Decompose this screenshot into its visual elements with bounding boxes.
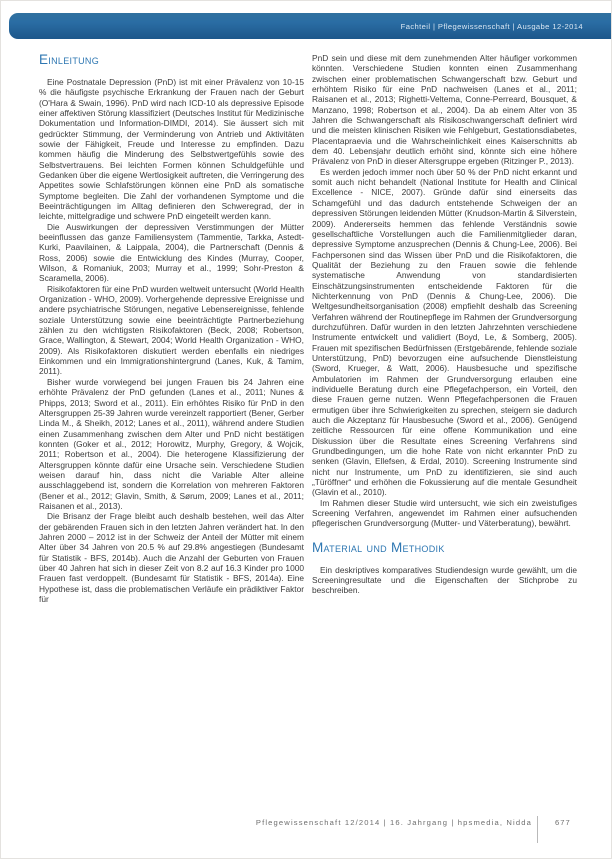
page-header-bar <box>9 13 611 39</box>
column-left <box>39 53 304 604</box>
journal-header-text: Fachteil | Pflegewissenschaft | Ausgabe 12-2014 <box>400 21 583 31</box>
article-body <box>1 53 611 604</box>
paragraph: Ein deskriptives komparatives Studiendesign wurde gewählt, um die Screeningresultate und die Eigenschaften der Stichprobe zu beschreiben. <box>312 564 577 596</box>
section-heading-material-und-methodik: Material und Methodik <box>312 539 445 555</box>
footer-divider <box>537 816 538 843</box>
paragraph: Bisher wurde vorwiegend bei jungen Frauen bis 24 Jahren eine erhöhte Prävalenz der PnD gefunden (Lanes et al., 2011; Nunes & Phipps, 2013; Sword et al., 2011). Ein erhöhtes Risiko für PnD in den Altersgruppen 25-39 Jahren wurde vereinzelt rapportiert (Bener, Gerber Linda M., & Sheikh, 2012; Lanes et al., 2011), während andere Studien einen Zusammenhang zwischen dem Alter und PnD nicht bestätigen konnten (Goker et al., 2012; Horowitz, Murphy, Gregory, & Wojcik, 2011; Robertson et al., 2004). Die heterogene Klassifizierung der Altersgruppen könnte dafür eine Ursache sein. Verschiedene Studien weisen darauf hin, dass nicht die Variable Alter alleine ausschlaggebend ist, sondern die Korrelation von mehreren Faktoren (Bener et al., 2012; Glavin, Smith, & Sørum, 2009; Lanes et al., 2011; Raisanen et al., 2013). <box>39 376 304 511</box>
paragraph: Eine Postnatale Depression (PnD) ist mit einer Prävalenz von 10-15 % die häufigste psychische Erkrankung der Frauen nach der Geburt (O'Hara & Swain, 1996). PnD wird nach ICD-10 als depressive Episode einer affektiven Störung klassifiziert (Deutsches Institut für Medizinische Dokumentation und Information-DIMDI, 2014). Sie äussert sich mit gedrückter Stimmung, der Verminderung von Antrieb und Aktivitäten sowie der Fähigkeit, Freude und Interesse zu empfinden. Dazu kommen häufig die Minderung des Selbstwertgefühls sowie des Selbstvertrauens. Bei leichten Formen können Schuldgefühle und Gedanken über die eigene Wertlosigkeit auftreten, die Verringerung des Appetites sowie Schlafstörungen können eine PnD als somatische Symptome begleiten. Die Zahl der vorhandenen Symptome und die Beeinträchtigungen im Alltag definieren den Schweregrad, der in leichte, mittelgradige und schwere PnD eingeteilt werden kann. <box>39 76 304 222</box>
column-right <box>312 53 577 604</box>
section-heading-einleitung: Einleitung <box>39 52 100 67</box>
page-number: 677 <box>555 818 571 827</box>
page-footer <box>1 810 611 850</box>
paragraph: Es werden jedoch immer noch über 50 % der PnD nicht erkannt und somit auch nicht behandelt (National Institute for Health and Clinical Excellence - NICE, 2007). Gründe dafür sind einerseits das Schamgefühl und das dadurch entstehende Schweigen der an depressiven Störungen leidenden Mütter (Knudson-Martin & Silverstein, 2009). Andererseits hemmen das fehlende Verständnis sowie gesellschaftliche Vorstellungen auch die Familienmitglieder daran, depressive Symptome anzusprechen (Dennis & Chung-Lee, 2006). Bei Fachpersonen sind das Wissen über PnD und die Risikofaktoren, die Qualität der Beziehung zu den Frauen sowie die fehlende systematische Anwendung von standardisierten Einschätzungsinstrumenten entscheidende Faktoren für die Nichterkennung von PnD (Dennis & Chung-Lee, 2006). Die Weltgesundheitsorganisation (2008) empfiehlt deshalb das Screening Verfahren während der Routinepflege im Rahmen der Grundversorgung durchzuführen. Dafür wurden in den letzten Jahrzehnten verschiedene Instrumente entwickelt und validiert (Boyd, Le, & Somberg, 2005). Frauen mit spezifischen Bedürfnissen (Erstgebärende, fehlende soziale Unterstützung, PnD) bevorzugen eine aufsuchende Dienstleistung (Sword, Krueger, & Watt, 2006). Hausbesuche und spezifische Ambulatorien im Rahmen der Grundversorgung erlauben eine individuelle Beratung durch eine Pflegefachperson, ein Vorteil, den diese Frauen gerne nutzen. Wenn Pflegefachpersonen die Frauen ermutigen über ihre Schwierigkeiten zu sprechen, steigern sie dadurch auch die Akzeptanz für Hausbesuche (Sword et al., 2006). Genügend zeitliche Ressourcen für eine offene Kommunikation und eine Diskussion über die Resultate eines Screening Verfahrens sind Grundbedingungen, um die hohe Rate von nicht erkannter PnD zu senken (Glavin, Ellefsen, & Erdal, 2010). Screening Instrumente sind nicht nur Instrumente, um PnD zu identifizieren, sie sind auch „Türöffner“ und erhöhen die Fokussierung auf die mentale Gesundheit (Glavin et al., 2010). <box>312 166 577 498</box>
paragraph: Im Rahmen dieser Studie wird untersucht, wie sich ein zweistufiges Screening Verfahren, angewendet im Rahmen einer aufsuchenden pflegerischen Grundversorgung (Mutter- und Väterberatung), bewährt. <box>312 497 577 529</box>
paragraph-continuation: PnD sein und diese mit dem zunehmenden Alter häufiger vorkommen könnten. Verschiedene Studien konnten einen Zusammenhang zwischen einer problematischen Schwangerschaft bzw. Geburt und erhöhtem Risiko für eine PnD nachweisen (Lanes et al., 2011; Raisanen et al., 2013; Righetti-Veltema, Conne-Perreard, Bousquet, & Manzano, 1998; Robertson et al., 2004). Da ab einem Alter von 35 Jahren die Schwangerschaft als Risikoschwangerschaft definiert wird und die meisten klinischen Risiken wie Fehlgeburt, Gestationsdiabetes, Placentapraevia und die Wahrscheinlichkeit eines Kaiserschnitts ab dem 40. Lebensjahr deutlich erhöht sind, könnte sich eine höhere Prävalenz von PnD in dieser Altersgruppe ergeben (Ritzinger P., 2013). <box>312 53 577 167</box>
paragraph: Die Brisanz der Frage bleibt auch deshalb bestehen, weil das Alter der gebärenden Frauen sich in den letzten Jahren verändert hat. In den Jahren 2000 – 2012 ist in der Schweiz der Anteil der Mütter mit einem Alter über 34 Jahren von 20.5 % auf 29.8% angestiegen (Bundesamt für Statistik - BFS, 2014b). Auch die Anzahl der Geburten von Frauen über 40 Jahren hat sich in dieser Zeit von 8.2 auf 16.3 Kinder pro 1000 Frauen fast verdoppelt. (Bundesamt für Statistik - BFS, 2014a). Eine Hypothese ist, dass die problematischen Verläufe ein prädiktiver Faktor für <box>39 511 304 605</box>
paragraph: Risikofaktoren für eine PnD wurden weltweit untersucht (World Health Organization - WHO, 2009). Vorhergehende depressive Ereignisse und andere psychiatrische Störungen, negative Lebensereignisse, fehlende soziale Unterstützung sowie eine beeinträchtigte Partnerbeziehung zählen zu den wichtigsten Risikofaktoren (Beck, 2008; Robertson, Grace, Wallington, & Stewart, 2004; World Health Organization - WHO, 2009). Als Risikofaktoren diskutiert werden ebenfalls ein niedriges Einkommen und ein Immigrationshintergrund (Lanes, Kuk, & Tamim, 2011). <box>39 283 304 377</box>
paragraph: Die Auswirkungen der depressiven Verstimmungen der Mütter beeinflussen das ganze Familiensystem (Tammentie, Tarkka, Astedt-Kurki, Paavilainen, & Laippala, 2004), die Partnerschaft (Dennis & Ross, 2006) sowie die Entwicklung des Kindes (Murray, Cooper, Wilson, & Romaniuk, 2003; Murray et al., 1999; Sohr-Preston & Scaramella, 2006). <box>39 221 304 284</box>
footer-journal-line: Pflegewissenschaft 12/2014 | 16. Jahrgang | hpsmedia, Nidda <box>255 818 532 827</box>
